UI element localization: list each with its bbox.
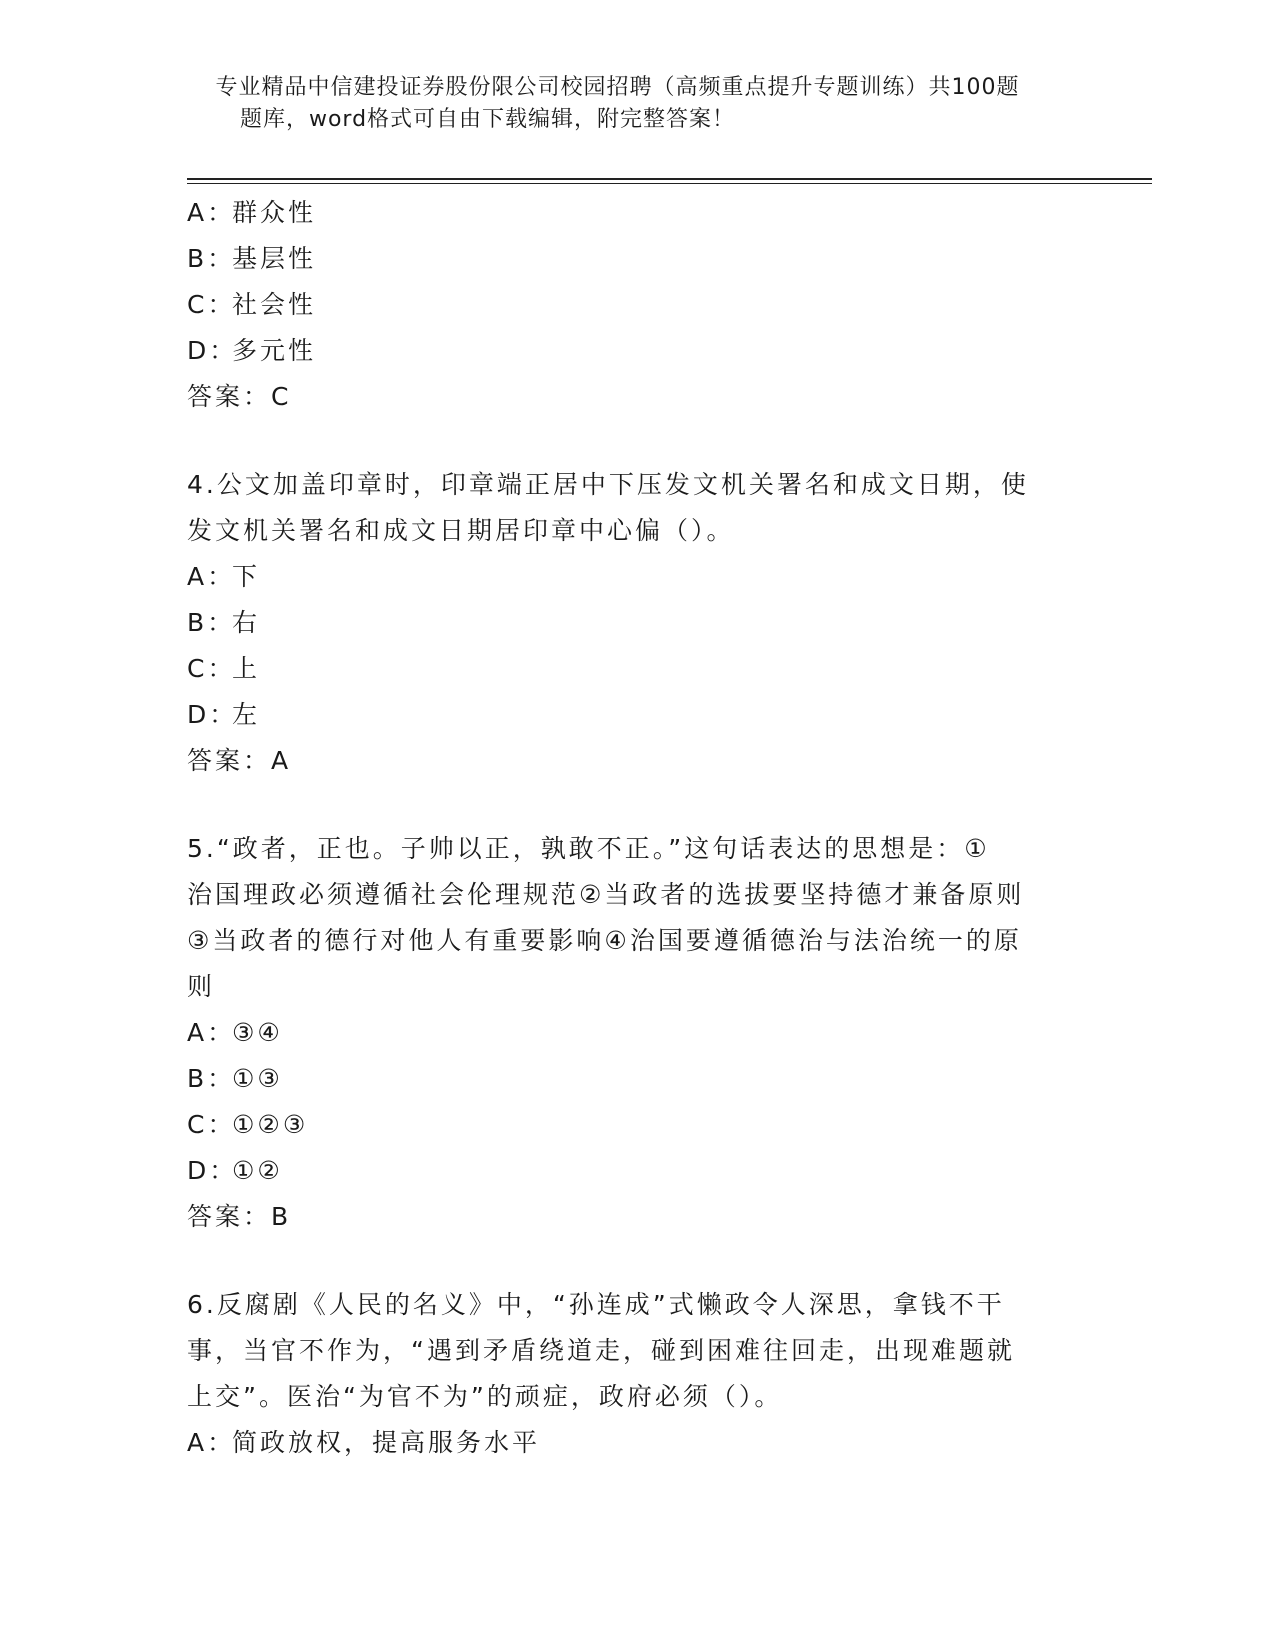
option-b: B：①③ (187, 1064, 283, 1093)
question-list (187, 190, 1057, 1466)
answer-line: 答案：C (187, 382, 292, 411)
option-a: A：群众性 (187, 198, 317, 227)
option-a: A：下 (187, 562, 261, 591)
option-c: C：①②③ (187, 1110, 309, 1139)
question-text-line: 4.公文加盖印章时，印章端正居中下压发文机关署名和成文日期，使 (187, 470, 1029, 499)
question-text-line: 上交”。医治“为官不为”的顽症，政府必须（）。 (187, 1382, 783, 1411)
question-text-line: 治国理政必须遵循社会伦理规范②当政者的选拔要坚持德才兼备原则 (187, 880, 1025, 909)
answer-line: 答案：B (187, 1202, 292, 1231)
option-a: A：③④ (187, 1018, 283, 1047)
header-rule-thick (187, 178, 1152, 180)
option-b: B：基层性 (187, 244, 317, 273)
question-text-line: 则 (187, 972, 216, 1001)
header-line-1: 专业精品中信建投证券股份限公司校园招聘（高频重点提升专题训练）共100题 (215, 75, 1020, 100)
question-5 (187, 826, 1057, 1240)
question-text-line: 事，当官不作为，“遇到矛盾绕道走，碰到困难往回走，出现难题就 (187, 1336, 1015, 1365)
question-text-line: 发文机关署名和成文日期居印章中心偏（）。 (187, 516, 735, 545)
option-d: D：左 (187, 700, 261, 729)
option-b: B：右 (187, 608, 261, 637)
question-text-line: ③当政者的德行对他人有重要影响④治国要遵循德治与法治统一的原 (187, 926, 1022, 955)
option-d: D：①② (187, 1156, 283, 1185)
header-rule-thin (187, 183, 1152, 184)
question-text-line: 5.“政者，正也。子帅以正，孰敢不正。”这句话表达的思想是：① (187, 834, 990, 863)
document-header (0, 72, 1275, 136)
option-c: C：上 (187, 654, 261, 683)
question-3-options (187, 190, 1057, 420)
option-c: C：社会性 (187, 290, 317, 319)
question-4 (187, 462, 1057, 784)
answer-line: 答案：A (187, 746, 292, 775)
question-text-line: 6.反腐剧《人民的名义》中，“孙连成”式懒政令人深思，拿钱不干 (187, 1290, 1005, 1319)
option-a: A：简政放权，提高服务水平 (187, 1428, 541, 1457)
header-line-2: 题库，word格式可自由下载编辑，附完整答案！ (239, 107, 736, 132)
option-d: D：多元性 (187, 336, 317, 365)
question-6 (187, 1282, 1057, 1466)
